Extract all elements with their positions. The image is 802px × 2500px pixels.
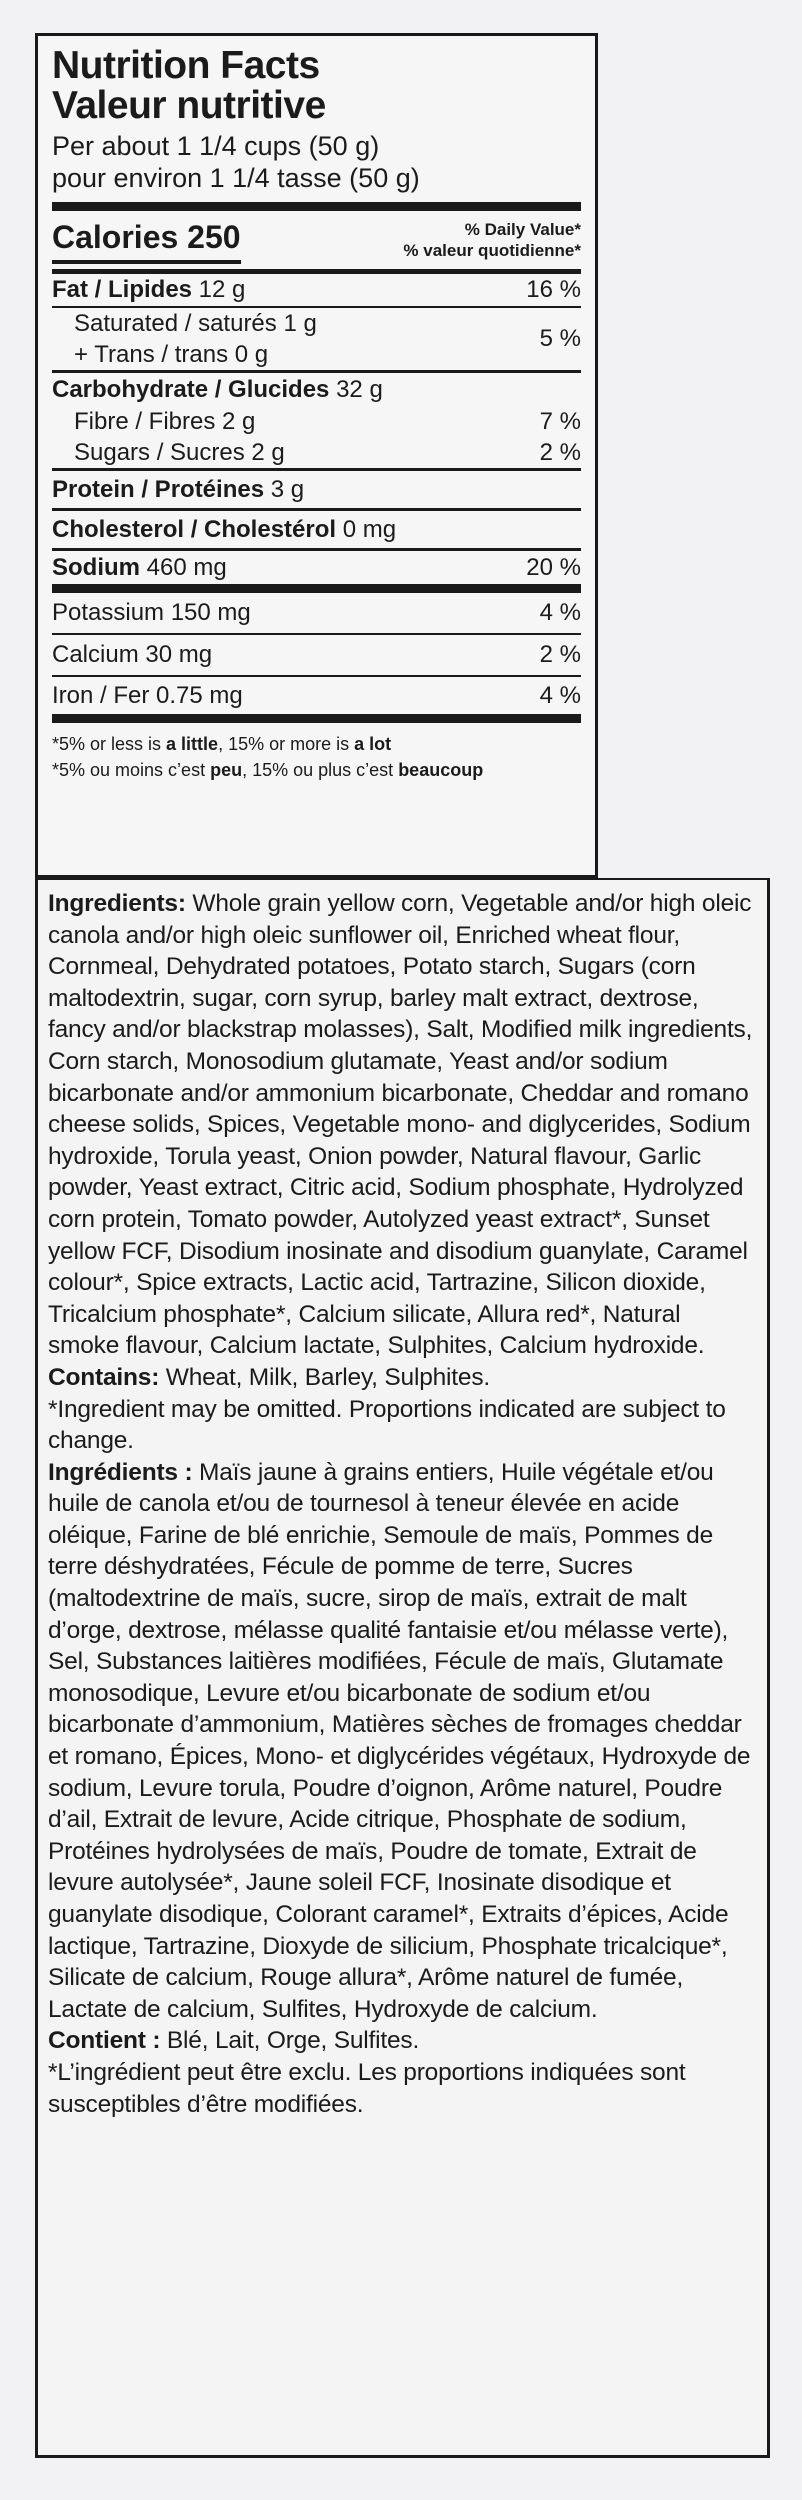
nutrition-title-fr: Valeur nutritive: [52, 84, 326, 127]
daily-value-footnote: [52, 723, 581, 783]
sugars-row: [52, 437, 581, 471]
daily-value-header-en: % Daily Value*: [464, 220, 581, 239]
sugars: Sugars / Sucres 2 g: [74, 438, 285, 466]
sugars-dv: 2 %: [539, 438, 581, 466]
trans-fat: + Trans / trans 0 g: [74, 341, 269, 368]
calories-row: [52, 211, 581, 263]
footnote-en-bold: a little: [166, 734, 219, 754]
potassium-dv: 4 %: [539, 599, 581, 626]
calcium-row: [52, 635, 581, 677]
nutrition-title-en: Nutrition Facts: [52, 44, 320, 87]
daily-value-header: [403, 219, 581, 261]
saturated-trans-dv: 5 %: [539, 325, 581, 352]
cholesterol-amount: 0 mg: [336, 515, 397, 543]
ingredient-note-fr: *L’ingrédient peut être exclu. Les proportions indiquées sont susceptibles d’être modifiées.: [48, 2058, 686, 2118]
fibre-dv: 7 %: [539, 408, 581, 435]
ingredients-fr-text: Maïs jaune à grains entiers, Huile végétale et/ou huile de canola et/ou de tournesol à teneur élevée en acide oléique, Farine de blé enrichie, Semoule de maïs, Pommes de terre déshydratées, Fécule de pomme de terre, Sucres (maltodextrine de maïs, sucre, sirop de maïs, extrait de malt d’orge, dextrose, mélasse qualité fantaisie et/ou mélasse verte), Sel, Substances laitières modifiées, Fécule de maïs, Glutamate monosodique, Levure et/ou bicarbonate de sodium et/ou bicarbonate d’ammonium, Matières sèches de fromages cheddar et romano, Épices, Mono- et diglycérides végétaux, Hydroxyde de sodium, Levure torula, Poudre d’oignon, Arôme naturel, Poudre d’ail, Extrait de levure, Acide citrique, Phosphate de sodium, Protéines hydrolysées de maïs, Poudre de tomate, Extrait de levure autolysée*, Jaune soleil FCF, Inosinate disodique et guanylate disodique, Colorant caramel*, Extraits d’épices, Acide lactique, Tartrazine, Dioxyde de silicium, Phosphate tricalcique*, Silicate de calcium, Rouge allura*, Arôme naturel de fumée, Lactate de calcium, Sulfites, Hydroxyde de calcium.: [48, 1458, 751, 2023]
nutrition-facts-table: [35, 33, 598, 878]
ingredient-note-en: *Ingredient may be omitted. Proportions indicated are subject to change.: [48, 1395, 726, 1455]
contains-fr: [48, 2025, 757, 2057]
cholesterol-row: [52, 511, 581, 551]
fat-amount: 12 g: [192, 276, 246, 303]
contains-fr-label: Contient :: [48, 2027, 161, 2055]
footnote-en-text: *5% or less is: [52, 734, 167, 754]
potassium-row: [52, 593, 581, 635]
footnote-fr-text: *5% ou moins c’est: [52, 760, 211, 780]
iron-dv: 4 %: [539, 681, 581, 709]
footnote-fr-text-2: , 15% ou plus c’est: [242, 760, 399, 780]
sodium-row: [52, 551, 581, 593]
serving-size-fr: pour environ 1 1/4 tasse (50 g): [52, 163, 420, 193]
carbohydrate-amount: 32 g: [329, 376, 383, 403]
iron-row: [52, 677, 581, 723]
calcium-dv: 2 %: [539, 641, 581, 668]
contains-en-text: Wheat, Milk, Barley, Sulphites.: [159, 1363, 490, 1391]
serving-size-en: Per about 1 1/4 cups (50 g): [52, 131, 380, 161]
sodium-dv: 20 %: [526, 553, 581, 581]
footnote-fr: [52, 757, 581, 783]
ingredients-fr-label: Ingrédients :: [48, 1458, 193, 1486]
ingredients-en-text: Whole grain yellow corn, Vegetable and/or high oleic canola and/or high oleic sunflower oil, Enriched wheat flour, Cornmeal, Dehydrated potatoes, Potato starch, Sugars (corn maltodextrin, sugar, corn syrup, barley malt extract, dextrose, fancy and/or blackstrap molasses), Salt, Modified milk ingredients, Corn starch, Monosodium glutamate, Yeast and/or sodium bicarbonate and/or ammonium bicarbonate, Cheddar and romano cheese solids, Spices, Vegetable mono- and diglycerides, Sodium hydroxide, Torula yeast, Onion powder, Natural flavour, Garlic powder, Yeast extract, Citric acid, Sodium phosphate, Hydrolyzed corn protein, Tomato powder, Autolyzed yeast extract*, Sunset yellow FCF, Disodium inosinate and disodium guanylate, Caramel colour*, Spice extracts, Lactic acid, Tartrazine, Silicon dioxide, Tricalcium phosphate*, Calcium silicate, Allura red*, Natural smoke flavour, Calcium lactate, Sulphites, Calcium hydroxide.: [48, 890, 753, 1360]
sodium-amount: 460 mg: [140, 553, 227, 581]
fibre-row: [52, 407, 581, 437]
ingredients-en: [48, 888, 757, 1362]
ingredients-fr: [48, 1457, 757, 2026]
footnote-en: [52, 731, 581, 757]
iron: Iron / Fer 0.75 mg: [52, 681, 243, 709]
footnote-en-bold-2: a lot: [354, 734, 392, 754]
calories: Calories 250: [52, 219, 241, 264]
potassium: Potassium 150 mg: [52, 599, 251, 626]
contains-en: [48, 1362, 757, 1394]
ingredients-en-label: Ingredients:: [48, 890, 186, 917]
footnote-fr-bold: peu: [210, 760, 243, 780]
carbohydrate-label: Carbohydrate / Glucides: [52, 376, 330, 403]
protein-amount: 3 g: [264, 475, 305, 503]
ingredients-panel: [35, 878, 770, 2458]
carbohydrate-row: [52, 373, 581, 407]
sodium-label: Sodium: [52, 553, 140, 581]
saturated-fat: Saturated / saturés 1 g: [74, 310, 317, 337]
fat-dv: 16 %: [526, 276, 581, 303]
footnote-fr-bold-2: beaucoup: [398, 760, 484, 780]
protein-row: [52, 471, 581, 511]
fat-row: [52, 274, 581, 308]
fibre: Fibre / Fibres 2 g: [74, 408, 256, 435]
contains-en-label: Contains:: [48, 1363, 160, 1391]
protein-label: Protein / Protéines: [52, 475, 265, 503]
fat-label: Fat / Lipides: [52, 276, 193, 303]
contains-fr-text: Blé, Lait, Orge, Sulfites.: [160, 2027, 420, 2055]
daily-value-header-fr: % valeur quotidienne*: [403, 241, 581, 260]
calcium: Calcium 30 mg: [52, 641, 213, 668]
cholesterol-label: Cholesterol / Cholestérol: [52, 515, 337, 543]
saturated-trans-row: [52, 308, 581, 373]
thick-divider: [52, 202, 581, 211]
footnote-en-text-2: , 15% or more is: [218, 734, 355, 754]
